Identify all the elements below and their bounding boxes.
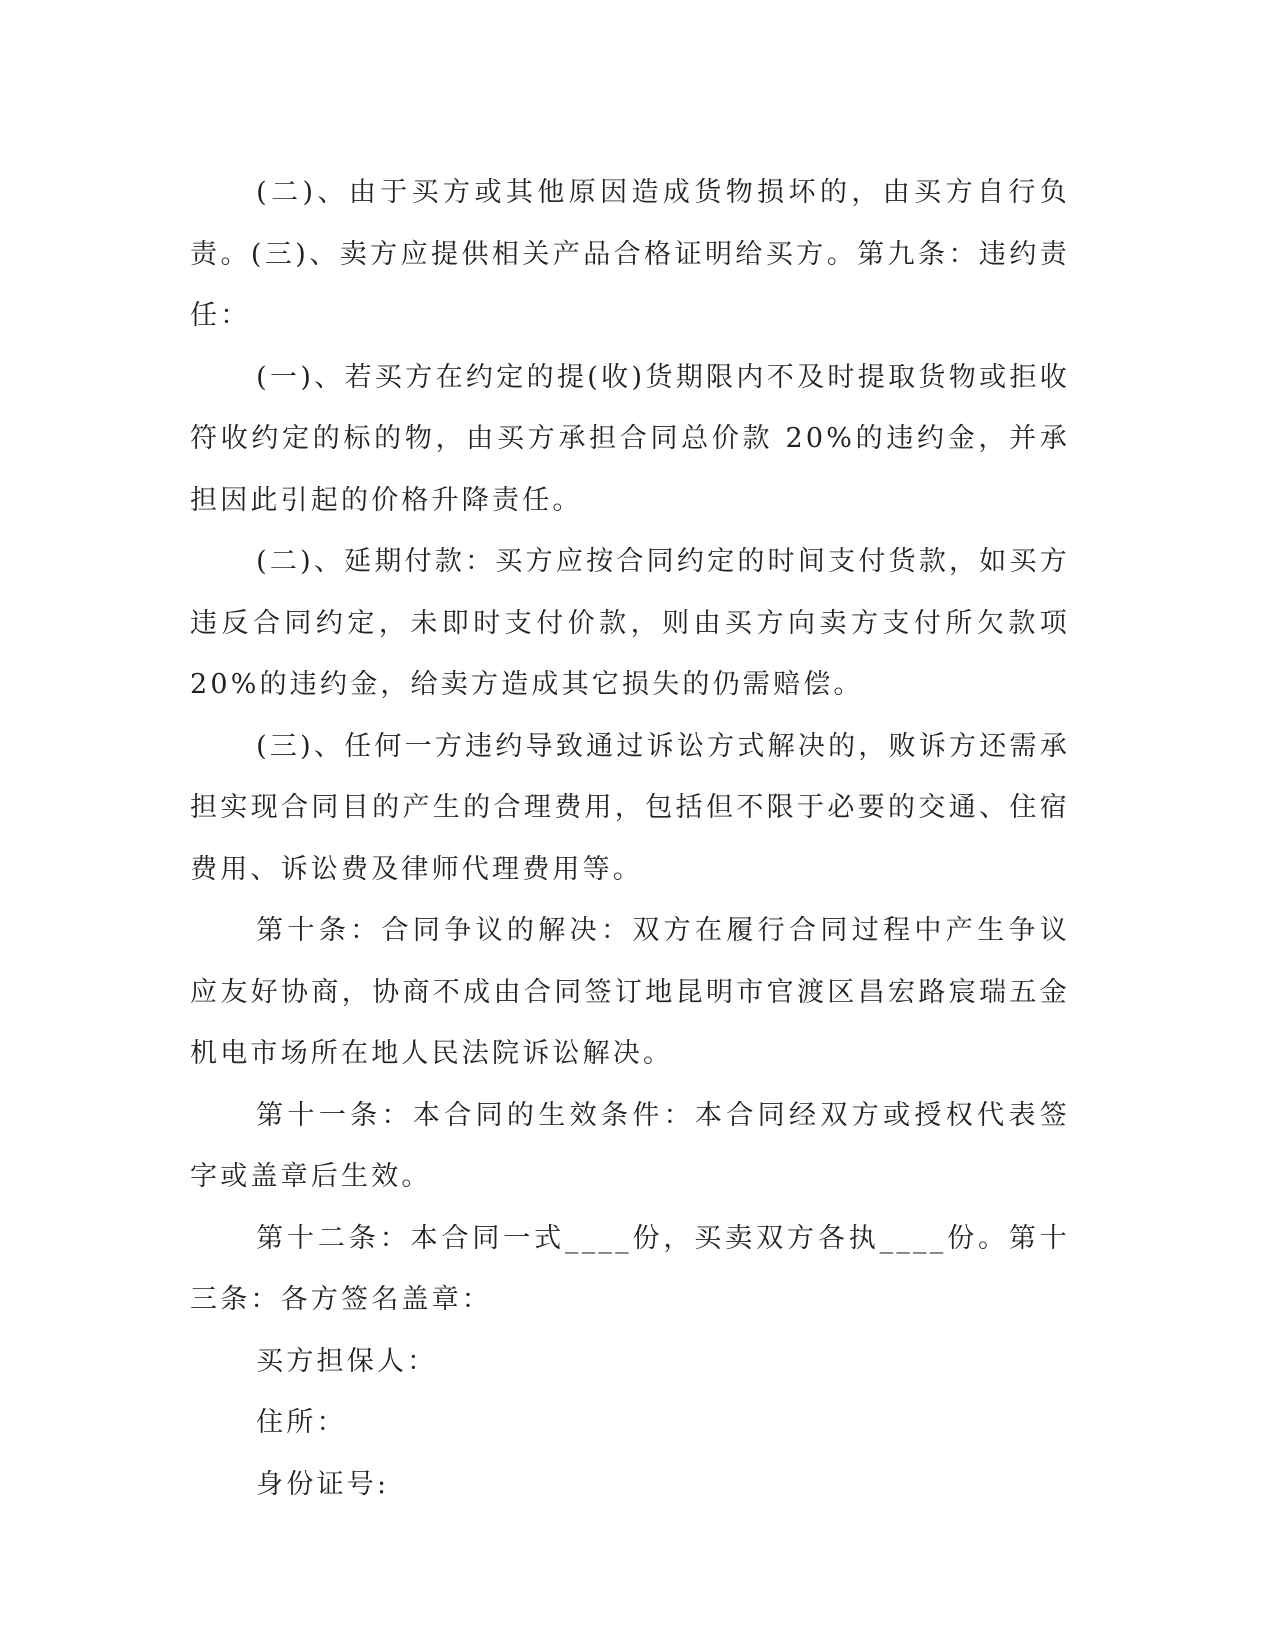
id-number-label: 身份证号: (256, 1468, 390, 1500)
address-label: 住所： (256, 1407, 347, 1438)
contract-body (190, 162, 1070, 1515)
paragraph-copies-and-signatures: 第十二条：本合同一式____份，买卖双方各执____份。第十三条：各方签名盖章： (190, 1222, 1070, 1315)
paragraph-damage-responsibility: (二)、由于买方或其他原因造成货物损坏的，由买方自行负责。(三)、卖方应提供相关产品合格证明给买方。第九条：违约责任： (190, 177, 1070, 331)
paragraph-effective-conditions: 第十一条：本合同的生效条件：本合同经双方或授权代表签字或盖章后生效。 (190, 1099, 1070, 1192)
buyer-guarantor-label: 买方担保人： (256, 1345, 438, 1377)
paragraph-dispute-resolution: 第十条：合同争议的解决：双方在履行合同过程中产生争议应友好协商，协商不成由合同签订地昆明市官渡区昌宏路宸瑞五金机电市场所在地人民法院诉讼解决。 (190, 915, 1070, 1069)
paragraph-late-pickup-penalty: (一)、若买方在约定的提(收)货期限内不及时提取货物或拒收符收约定的标的物，由买方承担合同总价款 20%的违约金，并承担因此引起的价格升降责任。 (190, 361, 1070, 516)
paragraph-litigation-costs: (三)、任何一方违约导致通过诉讼方式解决的，败诉方还需承担实现合同目的产生的合理费用，包括但不限于必要的交通、住宿费用、诉讼费及律师代理费用等。 (190, 730, 1070, 885)
paragraph-late-payment-penalty: (二)、延期付款：买方应按合同约定的时间支付货款，如买方违反合同约定，未即时支付价款，则由买方向卖方支付所欠款项 20%的违约金，给卖方造成其它损失的仍需赔偿。 (190, 546, 1070, 700)
